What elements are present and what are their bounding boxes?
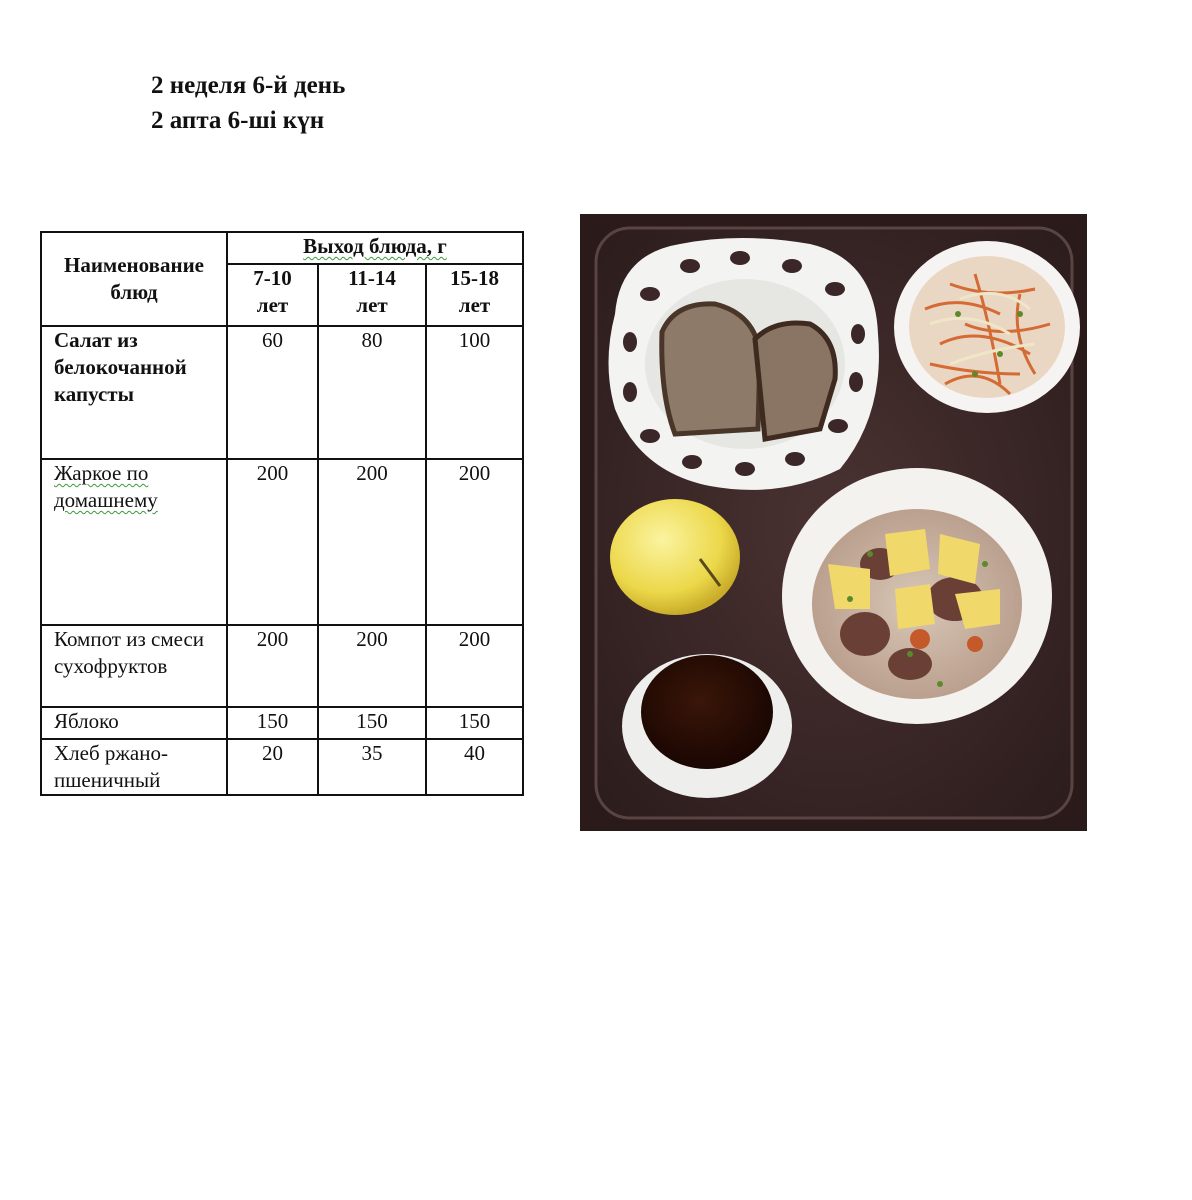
yield-value: 40 xyxy=(426,739,523,795)
stew-bowl xyxy=(782,468,1052,724)
dish-name: Яблоко xyxy=(41,707,227,739)
yield-value: 35 xyxy=(318,739,426,795)
yield-value: 200 xyxy=(227,459,318,625)
heading-week-day-ru: 2 неделя 6-й день xyxy=(151,72,346,99)
column-header-age-15-18: 15-18 лет xyxy=(426,264,523,326)
compote-cup xyxy=(622,654,792,798)
bread-slices xyxy=(662,304,836,439)
cabbage-salad-bowl xyxy=(894,241,1080,413)
bread-bowl xyxy=(609,238,879,490)
column-header-age-7-10: 7-10 лет xyxy=(227,264,318,326)
dish-name: Жаркое по домашнему xyxy=(41,459,227,625)
yield-value: 80 xyxy=(318,326,426,459)
yield-value: 200 xyxy=(426,459,523,625)
dish-name: Компот из смеси сухофруктов xyxy=(41,625,227,707)
yield-value: 200 xyxy=(426,625,523,707)
apple xyxy=(610,499,740,615)
page-heading xyxy=(151,68,345,138)
table-row xyxy=(41,739,523,795)
dish-name: Салат из белокочанной капусты xyxy=(41,326,227,459)
table-row xyxy=(41,326,523,459)
yield-value: 200 xyxy=(227,625,318,707)
meal-tray-photo xyxy=(580,214,1087,831)
yield-value: 150 xyxy=(227,707,318,739)
yield-value: 200 xyxy=(318,625,426,707)
table-row xyxy=(41,625,523,707)
yield-value: 60 xyxy=(227,326,318,459)
column-header-dish-name: Наименование блюд xyxy=(41,232,227,326)
column-header-age-11-14: 11-14 лет xyxy=(318,264,426,326)
table-row xyxy=(41,707,523,739)
yield-value: 20 xyxy=(227,739,318,795)
yield-value: 100 xyxy=(426,326,523,459)
column-header-yield: Выход блюда, г xyxy=(227,232,523,264)
yield-value: 200 xyxy=(318,459,426,625)
yield-value: 150 xyxy=(318,707,426,739)
menu-table xyxy=(40,231,524,796)
yield-value: 150 xyxy=(426,707,523,739)
heading-week-day-kz: 2 апта 6-шi күн xyxy=(151,107,325,134)
table-row xyxy=(41,459,523,625)
dish-name: Хлеб ржано-пшеничный xyxy=(41,739,227,795)
